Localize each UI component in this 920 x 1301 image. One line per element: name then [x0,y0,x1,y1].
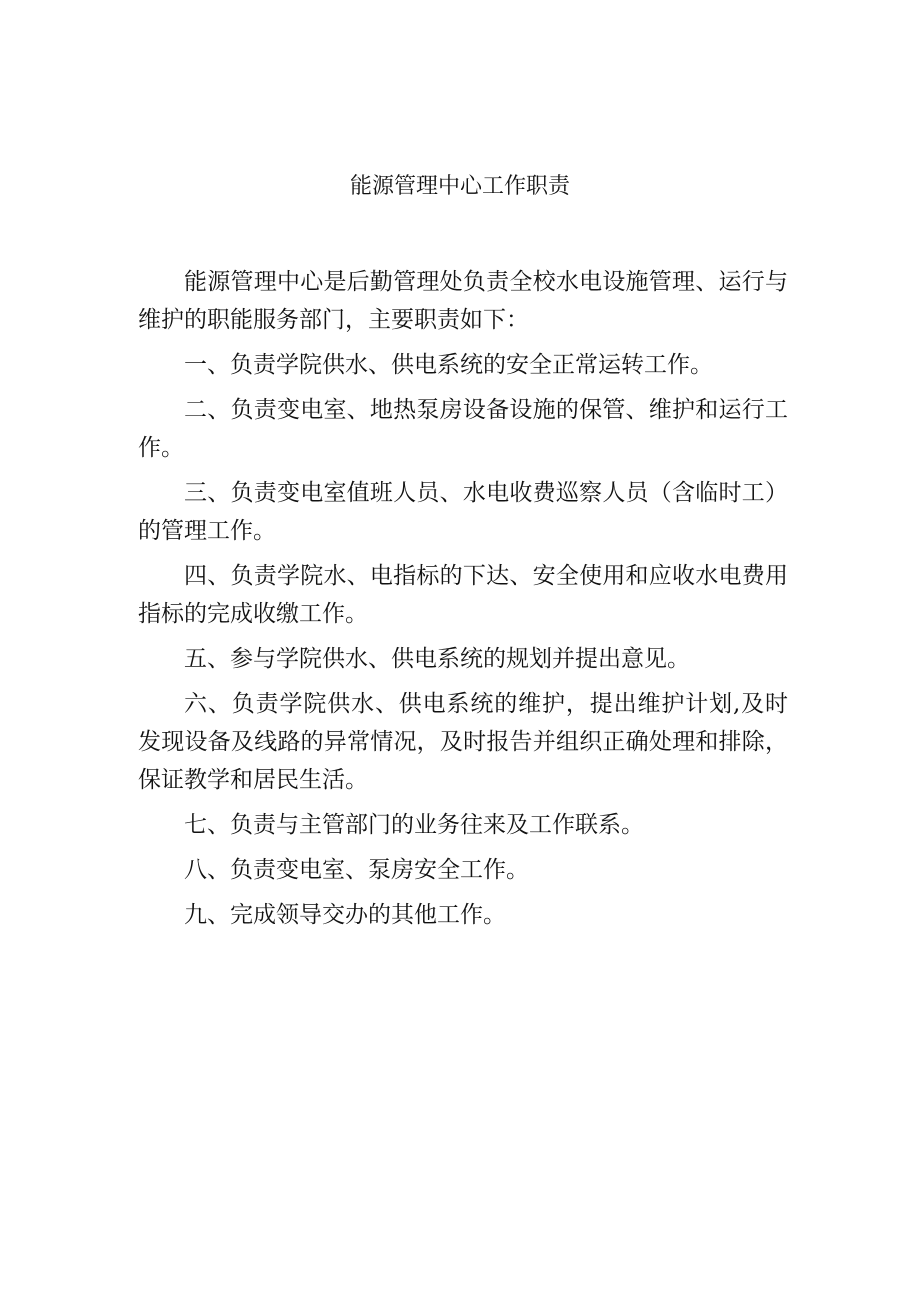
duty-item-8: 八、负责变电室、泵房安全工作。 [184,857,529,883]
document-title: 能源管理中心工作职责 [349,174,570,199]
document-body [138,263,788,941]
duty-item-4: 四、负责学院水、电指标的下达、安全使用和应收水电费用指标的完成收缴工作。 [138,563,788,627]
duty-item-9: 九、完成领导交办的其他工作。 [184,902,506,928]
duty-item-2: 二、负责变电室、地热泵房设备设施的保管、维护和运行工作。 [138,397,788,461]
intro-paragraph: 能源管理中心是后勤管理处负责全校水电设施管理、运行与维护的职能服务部门，主要职责如下： [138,269,788,333]
duty-item-6: 六、负责学院供水、供电系统的维护，提出维护计划,及时发现设备及线路的异常情况，及时报告并组织正确处理和排除，保证教学和居民生活。 [138,691,788,793]
duty-item-1: 一、负责学院供水、供电系统的安全正常运转工作。 [184,352,713,378]
duty-item-5: 五、参与学院供水、供电系统的规划并提出意见。 [184,646,690,672]
duty-item-7: 七、负责与主管部门的业务往来及工作联系。 [184,812,644,838]
duty-item-3: 三、负责变电室值班人员、水电收费巡察人员（含临时工）的管理工作。 [138,480,788,544]
